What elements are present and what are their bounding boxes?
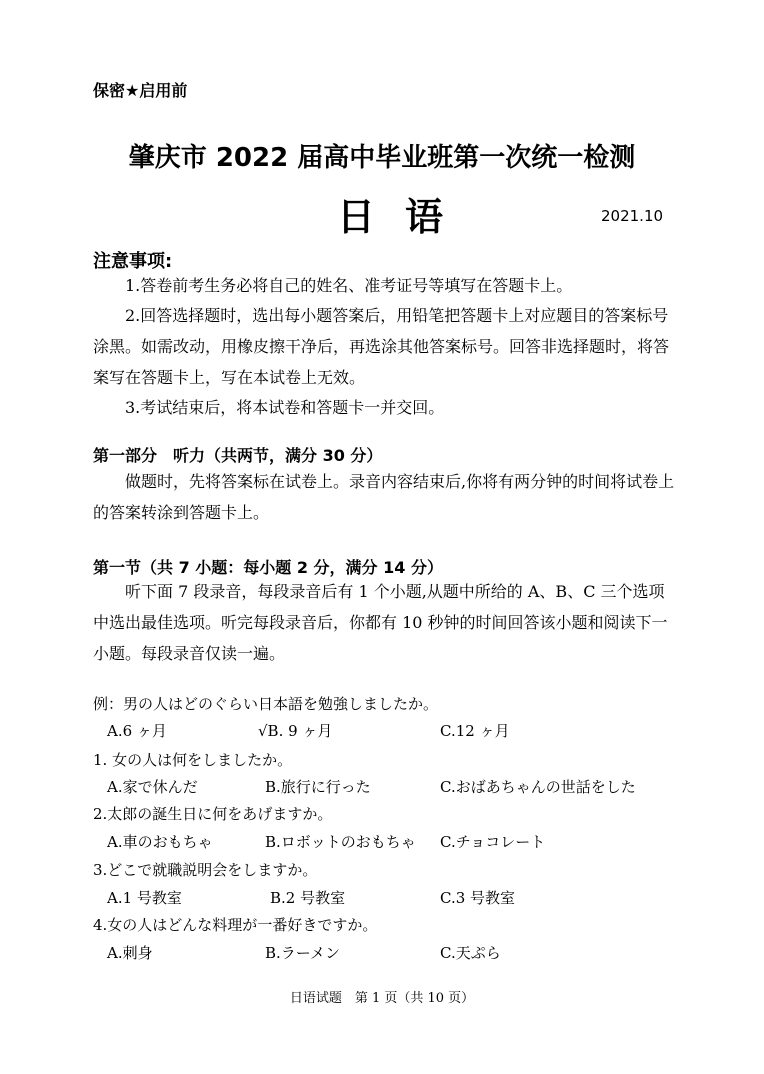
option-c: C.おばあちゃんの世話をした [440,778,636,796]
part1-title: 第一部分 听力（共两节，满分 30 分） [93,446,383,465]
option-a: A.1 号教室 [107,889,182,907]
question-1: 1. 女の人は何をしましたか。 [93,751,293,769]
exam-date: 2021.10 [601,207,664,225]
option-b: B.2 号教室 [270,889,346,907]
option-a: A.家で休んだ [107,778,198,796]
option-c: C.12 ヶ月 [440,722,510,740]
option-c: C.3 号教室 [440,889,516,907]
question-3: 3.どこで就職説明会をしますか。 [93,861,318,879]
option-c: C.チョコレート [440,833,546,851]
notice-title: 注意事项: [93,251,173,272]
option-c: C.天ぷら [440,944,501,962]
part1-instruction: 做题时，先将答案标在试卷上。录音内容结束后,你将有两分钟的时间将试卷上的答案转涂到答题卡上。 [93,472,675,522]
notice-item-2: 2.回答选择题时，选出每小题答案后，用铅笔把答题卡上对应题目的答案标号涂黑。如需改动，用橡皮擦干净后，再选涂其他答案标号。回答非选择题时，将答案写在答题卡上，写在本试卷上无效。 [93,306,670,387]
option-a: A.車のおもちゃ [107,833,213,851]
notice-item-3: 3.考试结束后，将本试卷和答题卡一并交回。 [125,398,445,417]
option-b: B.ラーメン [265,944,341,962]
notice-item-1: 1.答卷前考生务必将自己的姓名、准考证号等填写在答题卡上。 [125,276,573,295]
confidential-label: 保密★启用前 [93,81,188,100]
exam-title: 肇庆市 2022 届高中毕业班第一次统一检测 [128,143,636,173]
question-4: 4.女の人はどんな料理が一番好きですか。 [93,916,378,934]
option-b: B.旅行に行った [265,778,371,796]
question-2: 2.太郎の誕生日に何をあげますか。 [93,805,333,823]
section1-title: 第一节（共 7 小题：每小题 2 分，满分 14 分） [93,558,443,577]
example-question: 例：男の人はどのぐらい日本語を勉強しましたか。 [93,695,439,713]
option-a: A.6 ヶ月 [107,722,167,740]
option-b: B.ロボットのおもちゃ [265,833,416,851]
section1-instruction: 听下面 7 段录音，每段录音后有 1 个小题,从题中所给的 A、B、C 三个选项中选出最佳选项。听完每段录音后，你都有 10 秒钟的时间回答该小题和阅读下一小题。每段录音仅读一遍。 [93,582,668,663]
subject-title: 日语 [337,195,474,239]
option-b: √B. 9 ヶ月 [258,722,333,740]
page-footer: 日语试题 第 1 页（共 10 页） [289,991,475,1006]
option-a: A.刺身 [107,944,153,962]
